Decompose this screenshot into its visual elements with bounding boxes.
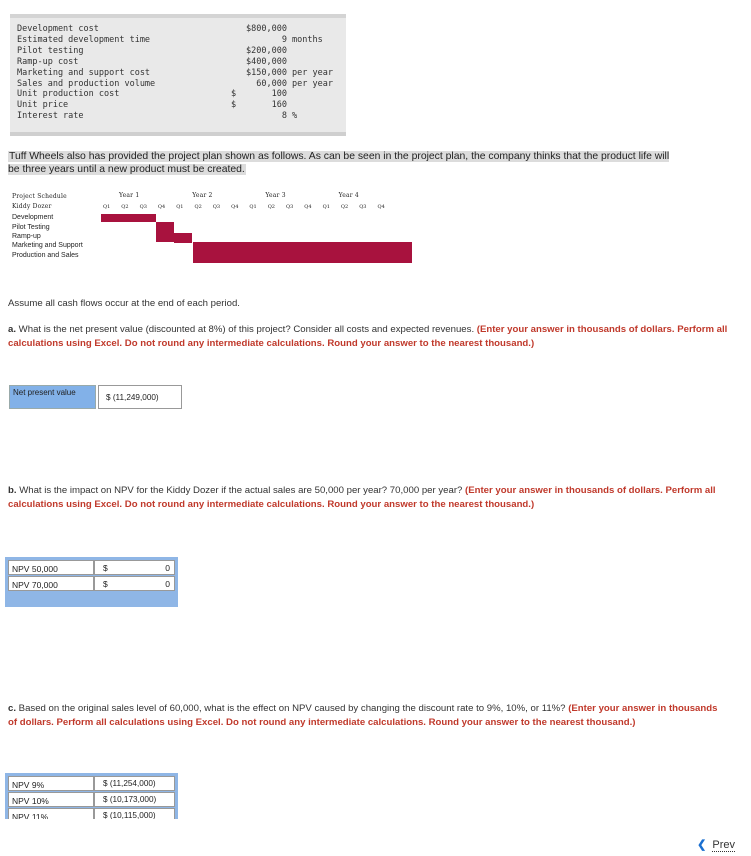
input-row: [10, 35, 346, 46]
dollar-sign: $: [103, 579, 108, 589]
gantt-bar: [101, 214, 156, 222]
schedule-quarter-label: Q2: [121, 204, 129, 210]
schedule-title: Project Schedule: [12, 193, 67, 200]
input-row: [10, 79, 346, 90]
input-label: Unit price: [17, 100, 69, 111]
schedule-row-label: Marketing and Support: [12, 242, 83, 249]
npv-answer-field[interactable]: $ (11,249,000): [98, 385, 182, 409]
question-b-instructions: (Enter your answer in thousands of dollars. Perform all calculations using Excel. Do not round any intermediate calculations. Round your answer to the nearest thousand.): [8, 485, 716, 510]
intro-paragraph: [8, 150, 678, 176]
input-row: [10, 46, 346, 57]
schedule-row-label: Ramp-up: [12, 233, 41, 240]
input-label: Development cost: [17, 24, 99, 34]
npv-answer-field[interactable]: [94, 576, 175, 591]
input-value: 60,000: [256, 78, 287, 89]
answer-a-table: [9, 385, 173, 409]
npv-row-label: NPV 11%: [8, 808, 94, 819]
answer-b-table: [5, 557, 178, 607]
npv-answer-field[interactable]: $ (11,254,000): [94, 776, 175, 791]
input-label: Unit production cost: [17, 89, 120, 100]
question-c-prefix: c.: [8, 703, 17, 714]
input-row: [10, 57, 346, 68]
schedule-quarter-label: Q3: [139, 204, 147, 210]
input-dollar-sign: $: [231, 100, 237, 111]
input-unit: per year: [292, 67, 333, 78]
npv-row-label: NPV 50,000: [8, 560, 94, 575]
gantt-bar: [193, 242, 413, 263]
question-c: [8, 702, 728, 730]
question-b-prefix: b.: [8, 485, 17, 496]
input-label: Sales and production volume: [17, 78, 156, 89]
npv-row-label: NPV 9%: [8, 776, 94, 791]
schedule-quarter-label: Q3: [359, 204, 367, 210]
schedule-quarter-label: Q2: [340, 204, 349, 210]
npv-label-cell: Net present value: [9, 385, 96, 409]
input-label: Ramp-up cost: [17, 56, 79, 67]
npv-row-label: NPV 10%: [8, 792, 94, 807]
input-value: 9: [281, 34, 287, 45]
input-value: $800,000: [246, 24, 287, 34]
project-schedule: [10, 190, 400, 270]
question-b: [8, 484, 728, 512]
question-a-prefix: a.: [8, 324, 17, 335]
schedule-year-label: Year 3: [265, 192, 286, 199]
input-unit: %: [292, 111, 298, 122]
question-a: [8, 323, 728, 351]
schedule-quarter-label: Q4: [157, 204, 166, 210]
input-row: [10, 89, 346, 100]
input-label: Estimated development time: [17, 34, 151, 45]
schedule-year-label: Year 1: [119, 192, 140, 199]
schedule-product: Kiddy Dozer: [12, 203, 52, 210]
answer-c-table: [5, 773, 178, 819]
input-label: Interest rate: [17, 111, 84, 122]
gantt-bar: [156, 222, 174, 242]
input-label: Marketing and support cost: [17, 67, 151, 78]
input-value: $200,000: [246, 45, 287, 56]
chevron-left-icon: ❮: [697, 839, 707, 851]
schedule-quarter-label: Q2: [194, 204, 202, 210]
gantt-bar: [174, 233, 192, 243]
input-label: Pilot testing: [17, 45, 84, 56]
schedule-quarter-label: Q3: [286, 204, 294, 210]
assumption-text: Assume all cash flows occur at the end of each period.: [8, 298, 240, 309]
schedule-year-label: Year 2: [192, 192, 213, 199]
schedule-quarter-label: Q3: [212, 204, 221, 210]
input-row: [10, 111, 346, 122]
intro-text: Tuff Wheels also has provided the project plan shown as follows. As can be seen in the project plan, the company thinks that the product life will be three years until a new product must be created.: [8, 151, 670, 175]
schedule-quarter-label: Q4: [304, 204, 312, 210]
input-unit: months: [292, 34, 323, 45]
table-divider: [10, 132, 346, 136]
schedule-quarter-label: Q1: [249, 204, 257, 210]
schedule-quarter-label: Q1: [103, 204, 111, 210]
schedule-quarter-label: Q4: [231, 204, 239, 210]
question-a-instructions: (Enter your answer in thousands of dollars. Perform all calculations using Excel. Do not round any intermediate calculations. Round your answer to the nearest thousand.): [8, 324, 728, 349]
schedule-quarter-label: Q4: [377, 204, 385, 210]
schedule-quarter-label: Q1: [322, 204, 330, 210]
schedule-quarter-label: Q2: [267, 204, 275, 210]
input-row: [10, 68, 346, 79]
question-c-text: Based on the original sales level of 60,000, what is the effect on NPV caused by changing the discount rate to 9%, 10%, or 11%?: [16, 703, 566, 714]
question-a-text: What is the net present value (discounted at 8%) of this project? Consider all costs and expected revenues.: [16, 324, 475, 335]
question-c-instructions: (Enter your answer in thousands of dollars. Perform all calculations using Excel. Do not round any intermediate calculations. Round your answer to the nearest thousand.): [8, 703, 718, 728]
input-row: [10, 100, 346, 111]
input-unit: per year: [292, 78, 333, 89]
prev-label: Prev: [712, 839, 735, 851]
input-dollar-sign: $: [231, 89, 237, 100]
input-value: 8: [281, 111, 287, 122]
schedule-year-label: Year 4: [338, 192, 359, 199]
input-value: $400,000: [246, 56, 287, 67]
schedule-quarter-label: Q1: [176, 204, 184, 210]
input-data-table: [10, 14, 346, 136]
input-value: 160: [271, 100, 287, 111]
schedule-row-label: Production and Sales: [12, 252, 79, 259]
prev-button[interactable]: [697, 838, 735, 851]
schedule-row-label: Pilot Testing: [12, 224, 50, 231]
question-b-text: What is the impact on NPV for the Kiddy Dozer if the actual sales are 50,000 per year? 70,000 per year?: [16, 485, 463, 496]
dollar-sign: $: [103, 563, 108, 573]
input-row: [10, 24, 346, 35]
npv-answer-field[interactable]: $ (10,115,000): [94, 808, 175, 819]
schedule-row-label: Development: [12, 214, 54, 221]
npv-value: 0: [165, 579, 170, 589]
input-value: 100: [271, 89, 287, 100]
npv-row-label: NPV 70,000: [8, 576, 94, 591]
npv-value: 0: [165, 563, 170, 573]
npv-answer-field[interactable]: $ (10,173,000): [94, 792, 175, 807]
npv-answer-field[interactable]: [94, 560, 175, 575]
input-value: $150,000: [246, 67, 287, 78]
